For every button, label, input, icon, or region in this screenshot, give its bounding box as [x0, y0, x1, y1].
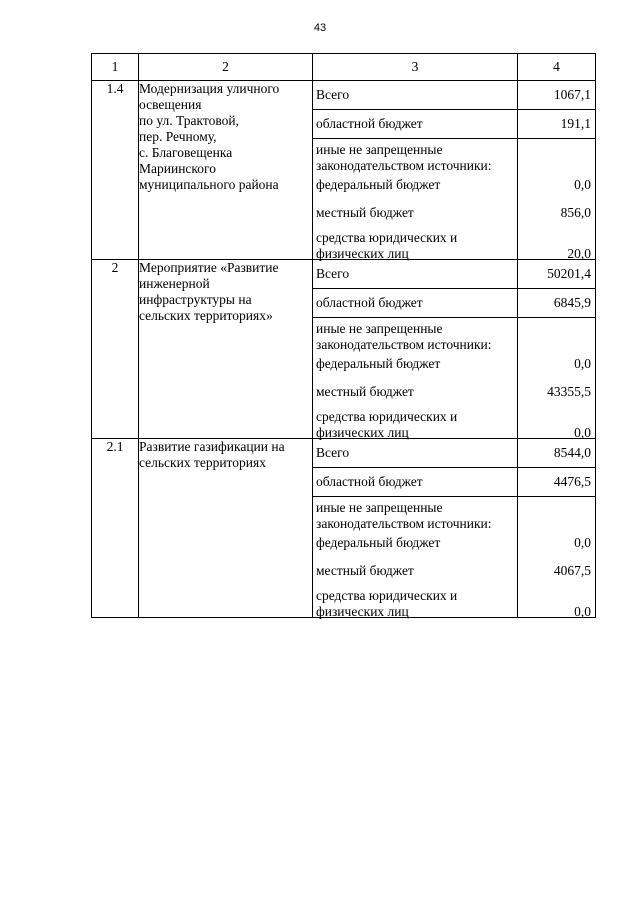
other-sources-label: иные не запрещенные законодательством источники:	[316, 500, 492, 531]
activity-name	[139, 260, 313, 439]
legal-entities-value: 0,0	[574, 425, 591, 440]
activity-name-line: инфраструктуры на	[139, 292, 252, 307]
regional-budget-label: областной бюджет	[316, 295, 423, 310]
legal-entities-label-line: физических лиц	[316, 246, 409, 261]
federal-budget-value: 0,0	[574, 177, 591, 192]
activity-name-line: Развитие газификации на	[139, 439, 285, 454]
activity-name-line: Мариинского	[139, 161, 216, 176]
table-row	[92, 81, 596, 110]
activity-name-line: сельских территориях»	[139, 308, 273, 323]
activity-name-line: сельских территориях	[139, 455, 266, 470]
federal-budget-label: федеральный бюджет	[316, 356, 441, 371]
header-cell: 4	[518, 54, 596, 81]
total-value: 1067,1	[553, 87, 591, 102]
table-row	[92, 260, 596, 289]
row-number: 2	[92, 260, 139, 439]
other-sources-label: иные не запрещенные законодательством источники:	[316, 321, 492, 352]
regional-budget-value: 191,1	[560, 116, 591, 131]
federal-budget-label: федеральный бюджет	[316, 535, 441, 550]
local-budget-label: местный бюджет	[316, 384, 414, 399]
activity-name-line: пер. Речному,	[139, 129, 217, 144]
activity-name-line: по ул. Трактовой,	[139, 113, 239, 128]
page-number: 43	[313, 22, 327, 34]
budget-table	[91, 53, 596, 618]
total-value: 50201,4	[547, 266, 591, 281]
total-label: Всего	[316, 445, 350, 460]
local-budget-label: местный бюджет	[316, 563, 414, 578]
regional-budget-label: областной бюджет	[316, 474, 423, 489]
header-cell: 3	[313, 54, 518, 81]
table-header-row	[92, 54, 596, 81]
activity-name-line: Модернизация уличного	[139, 81, 280, 96]
regional-budget-value: 6845,9	[553, 295, 591, 310]
legal-entities-label	[313, 227, 517, 259]
local-budget-value: 4067,5	[553, 563, 591, 578]
empty-value	[518, 497, 595, 529]
other-sources-label: иные не запрещенные законодательством источники:	[316, 142, 492, 173]
regional-budget-label: областной бюджет	[316, 116, 423, 131]
activity-name-line: инженерной	[139, 276, 210, 291]
activity-name	[139, 81, 313, 260]
empty-value	[518, 139, 595, 171]
activity-name-line: муниципального района	[139, 177, 279, 192]
activity-name-line: Мероприятие «Развитие	[139, 260, 279, 275]
legal-entities-label-line: средства юридических и	[316, 409, 458, 424]
federal-budget-value: 0,0	[574, 535, 591, 550]
local-budget-value: 43355,5	[547, 384, 591, 399]
legal-entities-label	[313, 406, 517, 438]
local-budget-value: 856,0	[560, 205, 591, 220]
row-number: 2.1	[92, 439, 139, 618]
row-number: 1.4	[92, 81, 139, 260]
header-cell: 2	[139, 54, 313, 81]
total-value: 8544,0	[553, 445, 591, 460]
federal-budget-label: федеральный бюджет	[316, 177, 441, 192]
legal-entities-label	[313, 585, 517, 617]
regional-budget-value: 4476,5	[553, 474, 591, 489]
local-budget-label: местный бюджет	[316, 205, 414, 220]
activity-name-line: с. Благовещенка	[139, 145, 233, 160]
activity-name-line: освещения	[139, 97, 202, 112]
total-label: Всего	[316, 266, 350, 281]
legal-entities-value: 0,0	[574, 604, 591, 619]
activity-name	[139, 439, 313, 618]
header-cell: 1	[92, 54, 139, 81]
federal-budget-value: 0,0	[574, 356, 591, 371]
empty-value	[518, 318, 595, 350]
legal-entities-label-line: средства юридических и	[316, 230, 458, 245]
legal-entities-label-line: средства юридических и	[316, 588, 458, 603]
table-row	[92, 439, 596, 468]
total-label: Всего	[316, 87, 350, 102]
legal-entities-value: 20,0	[567, 246, 591, 261]
legal-entities-label-line: физических лиц	[316, 425, 409, 440]
legal-entities-label-line: физических лиц	[316, 604, 409, 619]
